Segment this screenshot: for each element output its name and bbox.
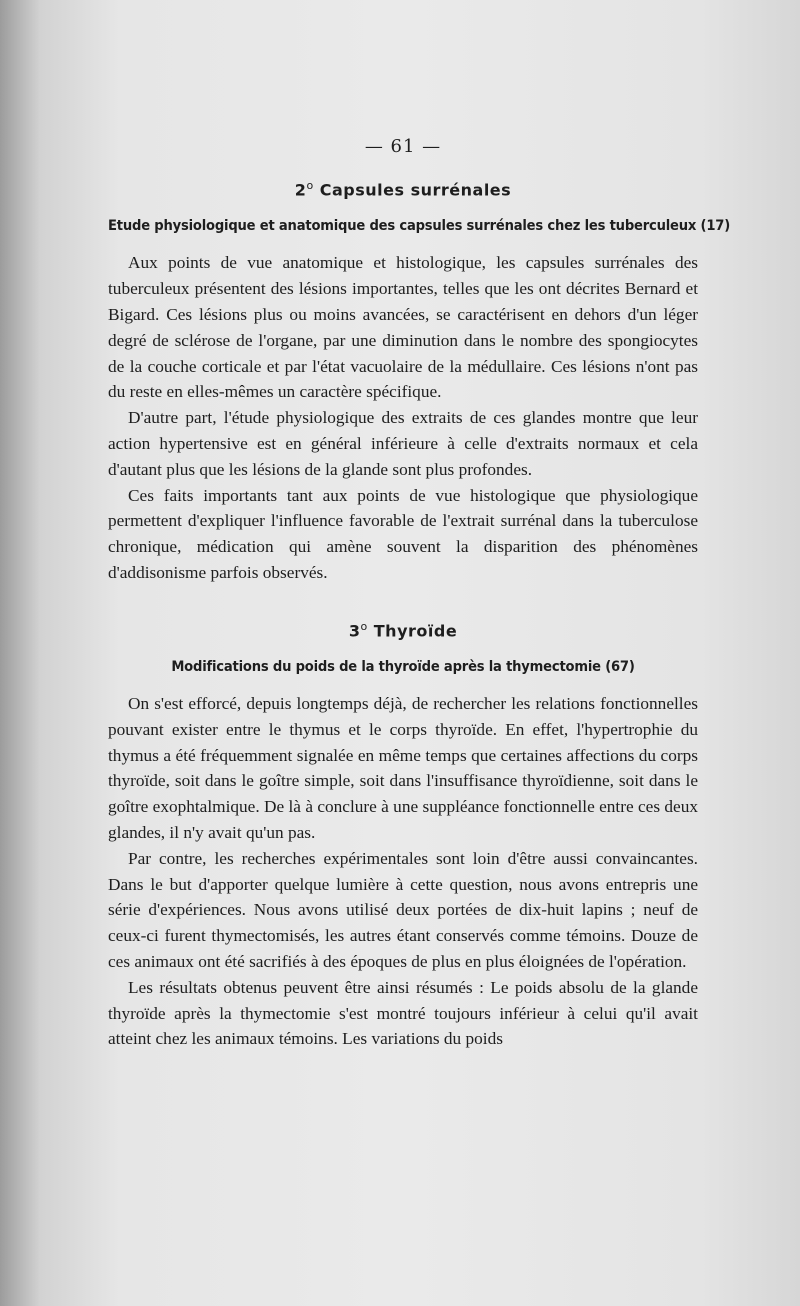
paragraph: D'autre part, l'étude physiologique des extraits de ces glandes montre que leur action hypertensive est en général inférieure à celle d'extraits normaux et cela d'autant plus que les lésions de la glande sont plus profondes. (108, 408, 698, 479)
section-title: Capsules surrénales (319, 180, 512, 200)
subheading-capsules-study: Etude physiologique et anatomique des capsules surrénales chez les tuberculeux (17) (108, 217, 731, 235)
section-number: 3 (348, 621, 361, 641)
page-number: — 61 — (364, 136, 442, 157)
paragraph: Ces faits importants tant aux points de vue histologique que physiologique permettent d'expliquer l'influence favorable de l'extrait surrénal dans la tuberculose chronique, médication qui amène souvent la disparition des phénomènes d'addisonisme parfois observés. (108, 485, 698, 582)
subheading-thyroide-modifications: Modifications du poids de la thyroïde après la thymectomie (67) (171, 658, 635, 676)
paragraph: Les résultats obtenus peuvent être ainsi résumés : Le poids absolu de la glande thyroïde après la thymectomie s'est montré toujours inférieur à celui qu'il avait atteint chez les animaux témoins. Les variations du poids (108, 977, 698, 1049)
section-number-superscript: o (306, 179, 314, 192)
section-heading-capsules (108, 179, 698, 199)
section-heading-thyroide (108, 620, 698, 640)
section-number-superscript: o (360, 619, 368, 633)
document-page (108, 130, 731, 1052)
paragraph: On s'est efforcé, depuis longtemps déjà, de rechercher les relations fonctionnelles pouvant exister entre le thymus et le corps thyroïde. En effet, l'hypertrophie du thymus a été fréquemment signalée en même temps que certaines affections du corps thyroïde, soit dans le goître simple, soit dans l'insuffisance thyroïdienne, soit dans le goître exophtalmique. De là à conclure à une suppléance fonctionnelle entre ces deux glandes, il n'y avait qu'un pas. (108, 694, 698, 842)
paragraph: Par contre, les recherches expérimentales sont loin d'être aussi convaincantes. Dans le but d'apporter quelque lumière à cette question, nous avons entrepris une série d'expériences. Nous avons utilisé deux portées de dix-huit lapins ; neuf de ceux-ci furent thymectomisés, les autres étant conservés comme témoins. Douze de ces animaux ont été sacrifiés à des époques de plus en plus éloignées de l'opération. (108, 848, 698, 971)
section-title: Thyroïde (373, 621, 458, 641)
paragraph: Aux points de vue anatomique et histologique, les capsules surrénales des tuberculeux présentent des lésions importantes, telles que les ont décrites Bernard et Bigard. Ces lésions plus ou moins avancées, se caractérisent en dehors d'un léger degré de sclérose de l'organe, par une diminution dans le nombre des spongiocytes de la couche corticale et par l'état vacuolaire de la médullaire. Ces lésions n'ont pas du reste en elles-mêmes un caractère spécifique. (108, 253, 698, 402)
section-number: 2 (294, 180, 307, 200)
